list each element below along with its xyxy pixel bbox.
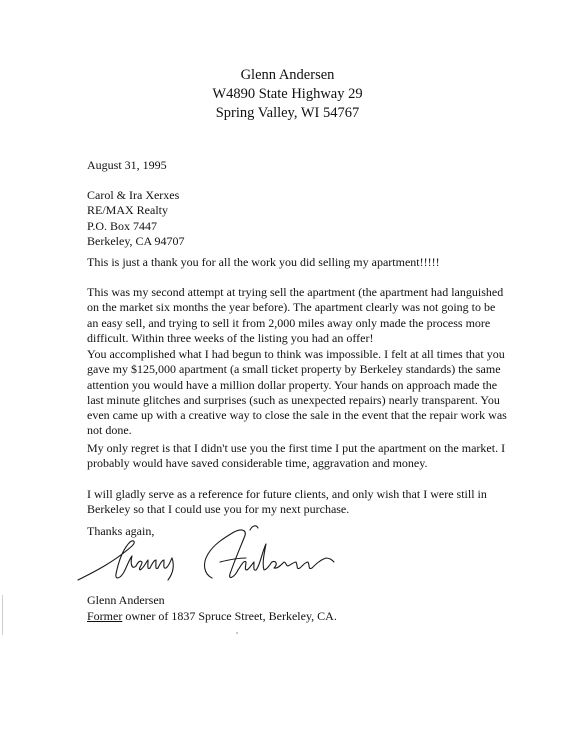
letterhead xyxy=(0,66,575,123)
printed-signer-name: Glenn Andersen xyxy=(87,593,165,607)
scan-speck xyxy=(236,632,238,634)
signer-title-prefix: Former xyxy=(87,609,123,623)
sender-city: Spring Valley, WI 54767 xyxy=(215,105,360,121)
signer-title-rest: owner of 1837 Spruce Street, Berkeley, CA. xyxy=(122,609,337,623)
letter-date: August 31, 1995 xyxy=(87,158,167,172)
body-paragraph-5 xyxy=(87,487,507,518)
handwritten-signature xyxy=(74,522,344,592)
recipient-po-box: P.O. Box 7447 xyxy=(87,218,158,233)
recipient-names: Carol & Ira Xerxes xyxy=(87,188,180,202)
body-paragraph-2 xyxy=(87,285,507,346)
recipient-address xyxy=(87,188,507,249)
paragraph-text: I will gladly serve as a reference for future clients, and only wish that I were still in Berkeley so that I could use you for my next purchase. xyxy=(87,487,487,517)
body-paragraph-3 xyxy=(87,347,507,439)
paragraph-text: You accomplished what I had begun to think was impossible. I felt at all times that you gave my $125,000 apartment (a small ticket property by Berkeley standards) the same attention you would have a million dollar property. Your hands on approach made the last minute glitches and surprises (such as unexpected repairs) nearly transparent. You even came up with a creative way to close the sale in the event that the repair work was not done. xyxy=(87,347,507,438)
paragraph-text: This is just a thank you for all the work you did selling my apartment!!!!! xyxy=(87,255,440,269)
closing-line: Thanks again, xyxy=(87,524,155,538)
sender-name: Glenn Andersen xyxy=(240,67,335,83)
body-paragraph-1 xyxy=(87,255,507,270)
paragraph-text: This was my second attempt at trying sell the apartment (the apartment had languished on the market six months the year before). The apartment clearly was not going to be an easy sell, and trying to sell it from 2,000 miles away only made the process more difficult. Within three weeks of the listing you had an offer! xyxy=(87,285,504,345)
recipient-city: Berkeley, CA 94707 xyxy=(87,233,185,248)
sender-street: W4890 State Highway 29 xyxy=(212,86,363,102)
recipient-company: RE/MAX Realty xyxy=(87,203,168,218)
paragraph-text: My only regret is that I didn't use you the first time I put the apartment on the market. I probably would have saved considerable time, aggravation and money. xyxy=(87,441,506,471)
body-paragraph-4 xyxy=(87,441,507,472)
signer-title xyxy=(87,609,507,624)
scan-margin-mark xyxy=(2,595,3,635)
